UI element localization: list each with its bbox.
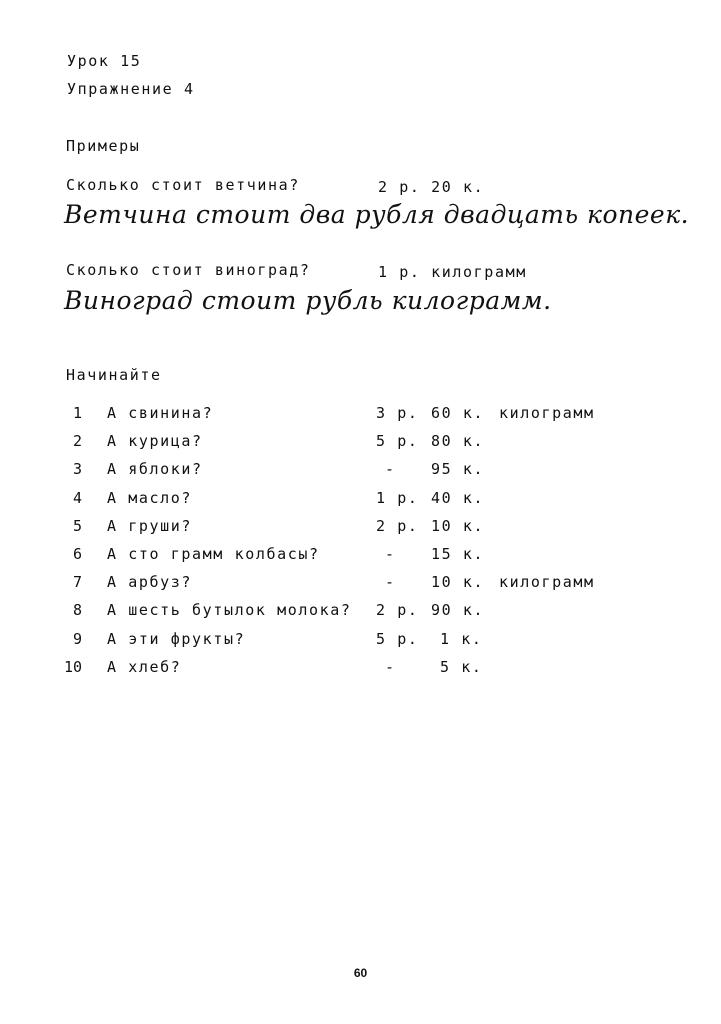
exercise-title: Упражнение 4 [67, 80, 195, 98]
item-kopecks: 1 к. [440, 630, 483, 648]
item-kopecks: 90 к. [431, 601, 485, 619]
item-number: 4 [72, 489, 82, 507]
item-question: А хлеб? [107, 658, 182, 676]
item-number: 9 [72, 630, 82, 648]
item-rubles: 3 р. [376, 404, 419, 422]
item-number: 2 [72, 432, 82, 450]
item-question: А яблоки? [107, 460, 203, 478]
item-kopecks: 95 к. [431, 460, 485, 478]
item-unit: килограмм [499, 404, 595, 422]
item-number: 8 [72, 601, 82, 619]
example-price: 2 р. 20 к. [378, 178, 485, 196]
item-rubles: 2 р. [376, 601, 419, 619]
item-number: 7 [72, 573, 82, 591]
item-rubles: 2 р. [376, 517, 419, 535]
item-question: А эти фрукты? [107, 630, 246, 648]
item-number: 1 [72, 404, 82, 422]
item-rubles: 5 р. [376, 630, 419, 648]
item-question: А масло? [107, 489, 193, 507]
example-question: Сколько стоит виноград? [66, 261, 311, 279]
item-kopecks: 5 к. [440, 658, 483, 676]
item-kopecks: 10 к. [431, 517, 485, 535]
item-question: А шесть бутылок молока? [107, 601, 352, 619]
item-number: 3 [72, 460, 82, 478]
example-price: 1 р. килограмм [378, 263, 527, 281]
item-rubles: - [385, 573, 396, 591]
item-unit: килограмм [499, 573, 595, 591]
exercise-heading: Начинайте [66, 366, 162, 384]
item-rubles: - [385, 545, 396, 563]
item-rubles: - [385, 658, 396, 676]
item-question: А груши? [107, 517, 193, 535]
item-question: А свинина? [107, 404, 214, 422]
item-kopecks: 15 к. [431, 545, 485, 563]
examples-heading: Примеры [66, 137, 141, 155]
item-question: А сто грамм колбасы? [107, 545, 320, 563]
item-kopecks: 40 к. [431, 489, 485, 507]
page-number: 60 [353, 966, 368, 980]
lesson-title: Урок 15 [67, 52, 142, 70]
item-kopecks: 60 к. [431, 404, 485, 422]
item-number: 6 [72, 545, 82, 563]
item-kopecks: 10 к. [431, 573, 485, 591]
item-rubles: 5 р. [376, 432, 419, 450]
item-rubles: 1 р. [376, 489, 419, 507]
example-question: Сколько стоит ветчина? [66, 176, 300, 194]
item-number: 5 [72, 517, 82, 535]
item-kopecks: 80 к. [431, 432, 485, 450]
item-question: А арбуз? [107, 573, 193, 591]
example-handwritten-answer: Виноград стоит рубль килограмм. [64, 286, 552, 315]
item-rubles: - [385, 460, 396, 478]
example-handwritten-answer: Ветчина стоит два рубля двадцать копеек. [64, 200, 690, 229]
item-question: А курица? [107, 432, 203, 450]
item-number: 10 [63, 658, 82, 676]
